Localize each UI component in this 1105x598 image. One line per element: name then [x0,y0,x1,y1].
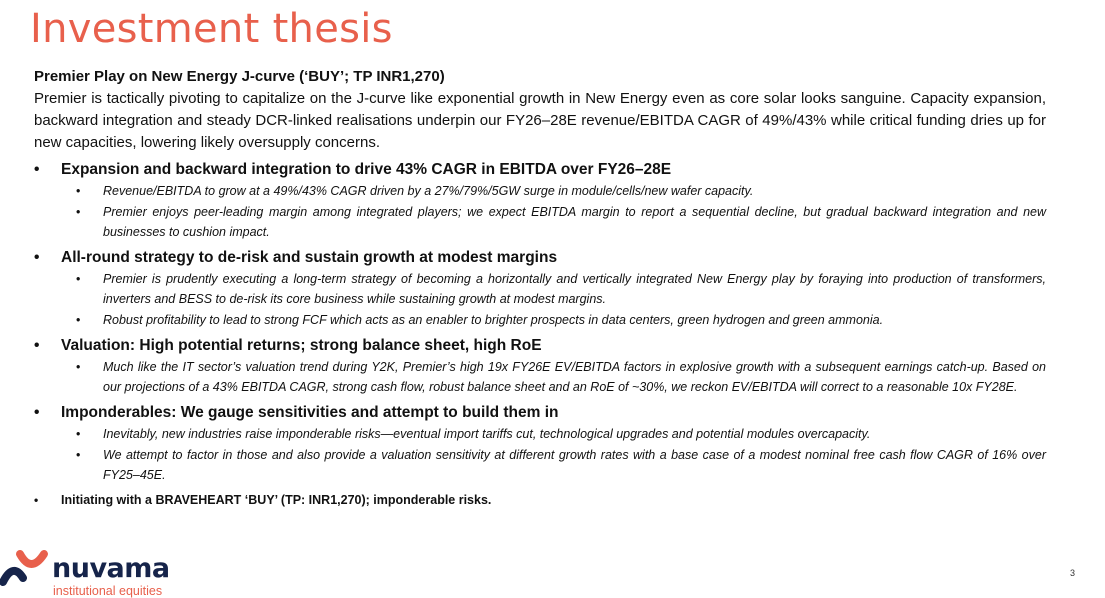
sub-bullet [34,202,1046,242]
nuvama-logo-icon [0,548,50,588]
sub-bullet [34,445,1046,485]
section-heading-text: Expansion and backward integration to drive 43% CAGR in EBITDA over FY26–28E [61,161,672,178]
bullet-dot: • [76,184,81,198]
sub-bullet [34,181,1046,201]
bullet-dot: • [76,313,81,327]
sub-bullet [34,424,1046,444]
sub-bullet-text: Robust profitability to lead to strong FCF which acts as an enabler to brighter prospects in data centers, green hydrogen and green ammonia. [103,313,884,327]
bullet-dot: • [76,205,81,219]
bullet-dot: • [34,404,40,421]
bullet-dot: • [76,272,81,286]
sub-bullet-text: Revenue/EBITDA to grow at a 49%/43% CAGR driven by a 27%/79%/5GW surge in module/cells/new wafer capacity. [103,184,754,198]
bullet-dot: • [34,493,39,507]
sub-bullet-text: Much like the IT sector’s valuation trend during Y2K, Premier’s high 19x FY26E EV/EBITDA factors in explosive growth with a subsequent earnings catch-up. Based on our projections of a 43% EBITDA CAGR, strong cash flow, robust balance sheet and an RoE of ~30%, we reckon EV/EBITDA will correct to a reasonable 10x FY28E. [103,360,1046,394]
bullet-dot: • [76,448,81,462]
sub-bullet [34,269,1046,309]
sub-bullet-text: Premier enjoys peer-leading margin among integrated players; we expect EBITDA margin to report a sequential decline, but gradual backward integration and new businesses to cushion impact. [103,205,1046,239]
section-heading [34,248,1046,268]
bullet-dot: • [34,337,40,354]
thesis-sections [34,160,1046,485]
sub-bullet-text: Premier is prudently executing a long-term strategy of becoming a horizontally and vertically integrated New Energy play by foraying into production of transformers, inverters and BESS to de-risk its core business while sustaining growth at modest margins. [103,272,1046,306]
nuvama-logo [0,543,190,598]
bullet-dot: • [76,360,81,374]
section-heading [34,160,1046,180]
final-bullet [34,491,1046,509]
thesis-subhead: Premier Play on New Energy J-curve (‘BUY’; TP INR1,270) [34,68,445,85]
bullet-dot: • [34,161,40,178]
thesis-content [34,68,1046,509]
section-heading-text: Valuation: High potential returns; strong balance sheet, high RoE [61,337,542,354]
sub-bullet [34,357,1046,397]
thesis-intro: Premier is tactically pivoting to capitalize on the J-curve like exponential growth in New Energy even as core solar looks sanguine. Capacity expansion, backward integration and steady DCR-linked realisations underpin our FY26–28E revenue/EBITDA CAGR of 49%/43% while critical funding dries up for new capacities, lowering likely oversupply concerns. [34,90,1046,151]
sub-bullet [34,310,1046,330]
section-heading-text: All-round strategy to de-risk and sustain growth at modest margins [61,249,558,266]
page-number: 3 [1069,568,1075,578]
sub-bullet-text: Inevitably, new industries raise imponderable risks—eventual import tariffs cut, technological upgrades and potential modules overcapacity. [103,427,871,441]
page-title: Investment thesis [30,6,393,52]
logo-wordmark: nuvama [52,553,170,584]
section-heading [34,336,1046,356]
final-bullet-text: Initiating with a BRAVEHEART ‘BUY’ (TP: INR1,270); imponderable risks. [61,493,492,507]
section-heading [34,403,1046,423]
bullet-dot: • [34,249,40,266]
bullet-dot: • [76,427,81,441]
sub-bullet-text: We attempt to factor in those and also provide a valuation sensitivity at different growth rates with a base case of a modest nominal free cash flow CAGR of 16% over FY25–45E. [103,448,1046,482]
logo-subtitle: institutional equities [53,584,163,598]
section-heading-text: Imponderables: We gauge sensitivities and attempt to build them in [61,404,559,421]
